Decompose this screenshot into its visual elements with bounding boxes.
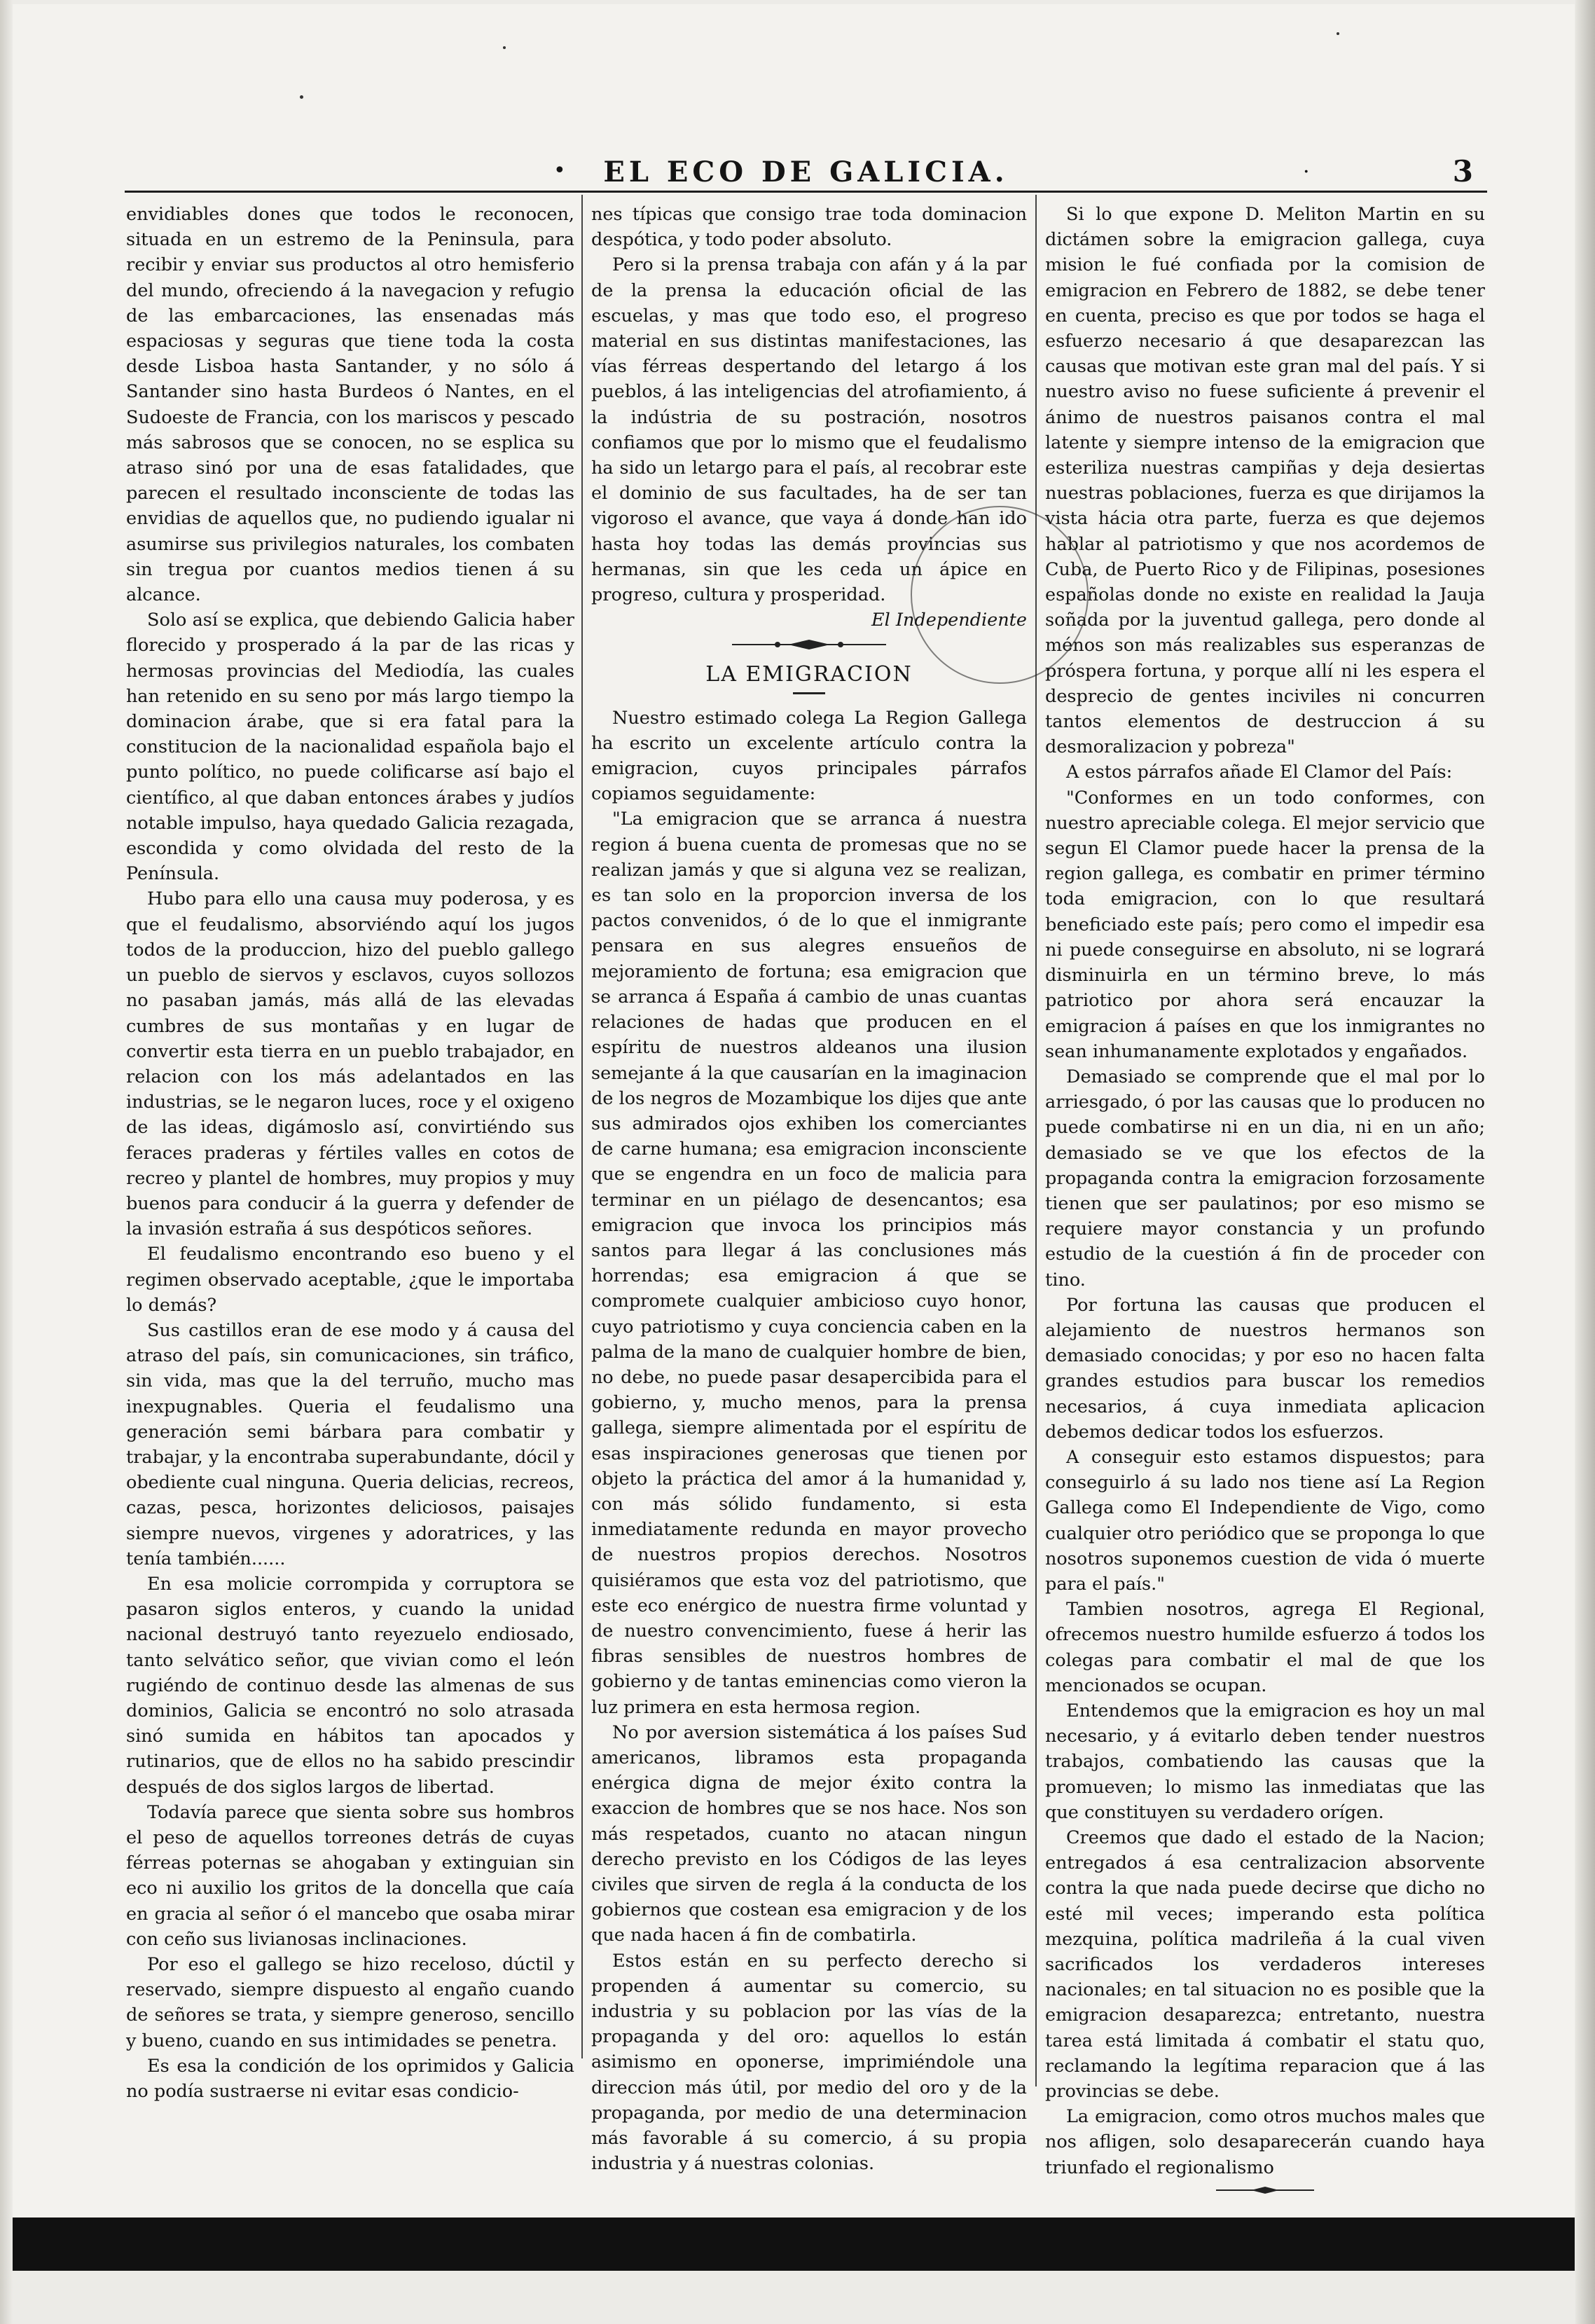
paragraph: Es esa la condición de los oprimidos y Galicia no podía sustraerse ni evitar esas condicio-	[126, 2055, 574, 2103]
paragraph: Pero si la prensa trabaja con afán y á la par de la prensa la educación oficial de las escuelas, y mas que todo eso, el progreso material en sus distintas manifestaciones, las vías férreas despertando del letargo á los pueblos, á las inteligencias del atrofiamiento, á la indústria de su postración, nosotros confiamos que por lo mismo que el feudalismo ha sido un letargo para el país, al recobrar este el dominio de sus facultades, ha de ser tan vigoroso el avance, que vaya á donde han ido hasta hoy todas las demás provincias sus hermanas, sin que les ceda un ápice en progreso, cultura y prosperidad.	[591, 254, 1027, 606]
scan-speck	[503, 46, 506, 49]
paragraph: Tambien nosotros, agrega El Regional, ofrecemos nuestro humilde esfuerzo á todos los colegas para combatir el mal de que los mencionados se ocupan.	[1045, 1599, 1485, 1696]
section-title: LA EMIGRACION	[705, 662, 913, 687]
scan-left-edge	[0, 0, 13, 2324]
column-2	[591, 202, 1027, 2176]
column-divider	[1035, 195, 1037, 2086]
paragraph: El feudalismo encontrando eso bueno y el regimen observado aceptable, ¿que le importaba lo demás?	[126, 1244, 574, 1316]
paragraph: "Conformes en un todo conformes, con nuestro apreciable colega. El mejor servicio que segun El Clamor puede hacer la prensa de la region gallega, es combatir en primer término toda emigracion, con lo que resultará beneficiado este país; pero como el impedir esa ni puede conseguirse en absoluto, ni se logrará disminuirla en un término breve, lo más patriotico por ahora será encauzar la emigracion á países en que los inmigrantes no sean inhumanamente explotados y engañados.	[1045, 787, 1485, 1062]
scan-right-edge	[1575, 0, 1595, 2324]
scan-bottom-band	[13, 2218, 1575, 2271]
paragraph: Si lo que expone D. Meliton Martin en su dictámen sobre la emigracion gallega, cuya mision le fué confiada por la comision de emigracion en Febrero de 1882, se debe tener en cuenta, preciso es que por todos se haga el esfuerzo necesario á que desaparezcan las causas que motivan este gran mal del país. Y si nuestro aviso no fuese suficiente á prevenir el ánimo de nuestros paisanos contra el mal latente y siempre intenso de la emigracion que esteriliza nuestras campiñas y deja desiertas nuestras poblaciones, fuerza es que dirijamos la vista hácia otra parte, fuerza es que dejemos hablar al patriotismo y que nos acordemos de Cuba, de Puerto Rico y de Filipinas, posesiones españolas donde no existe en realidad la Jauja soñada por la juventud gallega, pero donde al ménos son más realizables sus esperanzas de próspera fortuna, y porque allí ni les espera el desprecio de gentes inciviles ni concurren tantos elementos de destruccion á su desmoralizacion y pobreza"	[1045, 204, 1485, 758]
section-ornament	[591, 637, 1027, 652]
paragraph: Sus castillos eran de ese modo y á causa del atraso del país, sin comunicaciones, sin tráfico, sin vida, mas que la del terruño, mucho mas inexpugnables. Queria el feudalismo una generación semi bárbara para combatir y trabajar, y la encontraba superabundante, dócil y obediente cual ninguna. Queria delicias, recreos, cazas, pesca, horizontes deliciosos, paisajes siempre nuevos, virgenes y adoratrices, y las tenía también......	[126, 1319, 574, 1569]
paragraph: Hubo para ello una causa muy poderosa, y es que el feudalismo, absorviéndo aquí los jugos todos de la produccion, hizo del pueblo gallego un pueblo de siervos y esclavos, cuyos sollozos no pasaban jamás, más allá de las elevadas cumbres de sus montañas y en lugar de convertir esta tierra en un pueblo trabajador, en relacion con los más adelantados en las industrias, se le negaron luces, roce y el oxigeno de las ideas, digámoslo así, convirtiéndo sus feraces praderas y fértiles valles en cotos de recreo y plantel de hombres, muy propios y muy buenos para conducir á la guerra y defender de la invasión estraña á sus despóticos señores.	[126, 888, 574, 1240]
end-ornament	[1045, 2185, 1485, 2196]
paragraph: A estos párrafos añade El Clamor del País:	[1066, 762, 1453, 783]
paragraph: Demasiado se comprende que el mal por lo arriesgado, ó por las causas que lo producen no puede combatirse ni en un dia, ni en un año; demasiado se ve que los efectos de la propaganda contra la emigracion forzosamente tienen que ser paulatinos; por eso mismo se requiere mayor constancia y un profundo estudio de la cuestión á fin de proceder con tino.	[1045, 1066, 1485, 1291]
paragraph: Por fortuna las causas que producen el alejamiento de nuestros hermanos son demasiado conocidas; y por eso no hacen falta grandes estudios para buscar los remedios necesarios, á cuya inmediata aplicacion debemos dedicar todos los esfuerzos.	[1045, 1294, 1485, 1443]
masthead-rule	[125, 191, 1487, 193]
masthead-dot: ·	[1303, 160, 1310, 184]
column-divider	[581, 195, 583, 2058]
masthead	[125, 156, 1487, 192]
paragraph: Solo así se explica, que debiendo Galicia haber florecido y prosperado á la par de las ricas y hermosas provincias del Mediodía, las cuales han retenido en su seno por más largo tiempo la dominacion árabe, que si era fatal para la constitucion de la nacionalidad española bajo el punto político, no puede colificarse así bajo el científico, al que daban entonces árabes y judíos notable impulso, haya quedado Galicia rezagada, escondida y como olvidada del resto de la Península.	[126, 610, 574, 885]
ornament-rule-icon	[729, 637, 890, 652]
column-1	[126, 202, 574, 2104]
section-title-rule	[793, 692, 825, 694]
paragraph: "La emigracion que se arranca á nuestra region á buena cuenta de promesas que no se realizan jamás y que si alguna vez se realizan, es tan solo en la proporcion inversa de los pactos convenidos, ó de lo que el inmigrante pensara en sus alegres ensueños de mejoramiento de fortuna; esa emigracion que se arranca á España á cambio de unas cuantas relaciones de hadas que producen en el espíritu de nuestros aldeanos una ilusion semejante á la que causarían en la imaginacion de los negros de Mozambique los dijes que ante sus admirados ojos exhiben los comerciantes de carne humana; esa emigracion inconsciente que se engendra en un foco de malicia para terminar en un piélago de desencantos; esa emigracion que invoca los principios más santos para llegar á las conclusiones más horrendas; esa emigracion á que se compromete cualquier ambicioso cuyo honor, cuyo patriotismo y cuya conciencia caben en la palma de la mano de cualquier hombre de bien, no debe, no puede pasar desapercibida para el gobierno, y, mucho menos, para la prensa gallega, siempre alimentada por el espíritu de esas inspiraciones generosas que tienen por objeto la práctica del amor á la humanidad y, con más sólido fundamento, si esta inmediatamente redunda en mayor provecho de nuestros propios derechos. Nosotros quisiéramos que esta voz del patriotismo, que este eco enérgico de nuestra firme voluntad y de nuestro convencimiento, fuese á herir las fibras sensibles de nuestros hombres de gobierno y de tantas eminencias como vieron la luz primera en esta hermosa region.	[591, 809, 1027, 1718]
paragraph: En esa molicie corrompida y corruptora se pasaron siglos enteros, y cuando la unidad nacional destruyó tanto reyezuelo endiosado, tanto selvático señor, que vivian como el león rugiéndo de continuo desde las almenas de sus dominios, Galicia se encontró no solo atrasada sinó sumida en hábitos tan apocados y rutinarios, que de ellos no ha sabido prescindir después de dos siglos largos de libertad.	[126, 1573, 574, 1798]
paragraph: Nuestro estimado colega La Region Gallega ha escrito un excelente artículo contra la emigracion, cuyos principales párrafos copiamos seguidamente:	[591, 707, 1027, 805]
page-number: 3	[1452, 154, 1473, 188]
paragraph: Creemos que dado el estado de la Nacion; entregados á esa centralizacion absorvente contra la que nada puede decirse que dicho no esté mil veces; imperando esta política mezquina, política madrileña á la cual viven sacrificados los verdaderos intereses nacionales; en tal situacion no es posible que la emigracion desaparezca; entretanto, nuestra tarea está limitada á combatir el statu quo, reclamando la legítima reparacion que á las provincias se debe.	[1045, 1827, 1485, 2103]
scan-speck	[300, 95, 303, 99]
paragraph: envidiables dones que todos le reconocen, situada en un estremo de la Peninsula, para recibir y enviar sus productos al otro hemisferio del mundo, ofreciendo á la navegacion y refugio de las embarcaciones, las ensenadas más espaciosas y seguras que tiene toda la costa desde Lisboa hasta Santander, y no sólo á Santander sino hasta Burdeos ó Nantes, en el Sudoeste de Francia, con los mariscos y pescado más sabrosos que se conocen, no se esplica su atraso sinó por una de esas fatalidades, que parecen el resultado inconsciente de todas las envidias de aquellos que, no pudiendo igualar ni asumirse sus privilegios naturales, los combaten sin tregua por cuantos medios tienen á su alcance.	[126, 204, 574, 606]
column-3	[1045, 202, 1485, 2206]
masthead-dot: •	[553, 158, 566, 183]
scan-speck	[1337, 32, 1339, 35]
paragraph: Entendemos que la emigracion es hoy un mal necesario, y á evitarlo deben tender nuestros trabajos, combatiendo las causas que la promueven; lo mismo las inmediatas que las que constituyen su verdadero orígen.	[1045, 1700, 1485, 1823]
paragraph: nes típicas que consigo trae toda dominacion despótica, y todo poder absoluto.	[591, 204, 1027, 251]
newspaper-page	[13, 4, 1575, 2271]
paragraph: Todavía parece que sienta sobre sus hombros el peso de aquellos torreones detrás de cuyas férreas poternas se ahogaban y extinguian sin eco ni auxilio los gritos de la doncella que caía en gracia al señor ó el mancebo que osaba mirar con ceño sus livianosas inclinaciones.	[126, 1801, 574, 1950]
paragraph: Por eso el gallego se hizo receloso, dúctil y reservado, siempre dispuesto al engaño cuando de señores se trata, y siempre generoso, sencillo y bueno, cuando en sus intimidades se penetra.	[126, 1954, 574, 2051]
paragraph: La emigracion, como otros muchos males que nos afligen, solo desaparecerán cuando haya triunfado el regionalismo	[1045, 2106, 1485, 2178]
article-signature: El Independiente	[871, 610, 1027, 631]
end-rule-icon	[1213, 2185, 1318, 2196]
newspaper-title: EL ECO DE GALICIA.	[603, 156, 1009, 188]
paragraph: No por aversion sistemática á los países Sud americanos, libramos esta propaganda enérgica digna de mejor éxito contra la exaccion de hombres que se nos hace. Nos son más respetados, cuanto no atacan ningun derecho previsto en los Códigos de las leyes civiles que sirven de regla á la conducta de los gobiernos que costean esa emigracion y de los que nada hacen á fin de combatirla.	[591, 1721, 1027, 1946]
paragraph: A conseguir esto estamos dispuestos; para conseguirlo á su lado nos tiene así La Region Gallega como El Independiente de Vigo, como cualquier otro periódico que se proponga lo que nosotros suponemos cuestion de vida ó muerte para el país."	[1045, 1446, 1485, 1595]
paragraph: Estos están en su perfecto derecho si propenden á aumentar su comercio, su industria y su poblacion por las vías de la propaganda y del oro: aquellos lo están asimismo en oponerse, imprimiéndole una direccion más útil, por medio del oro y de la propaganda, por medio de una determinacion más favorable á su comercio, á su propia industria y á nuestras colonias.	[591, 1950, 1027, 2175]
